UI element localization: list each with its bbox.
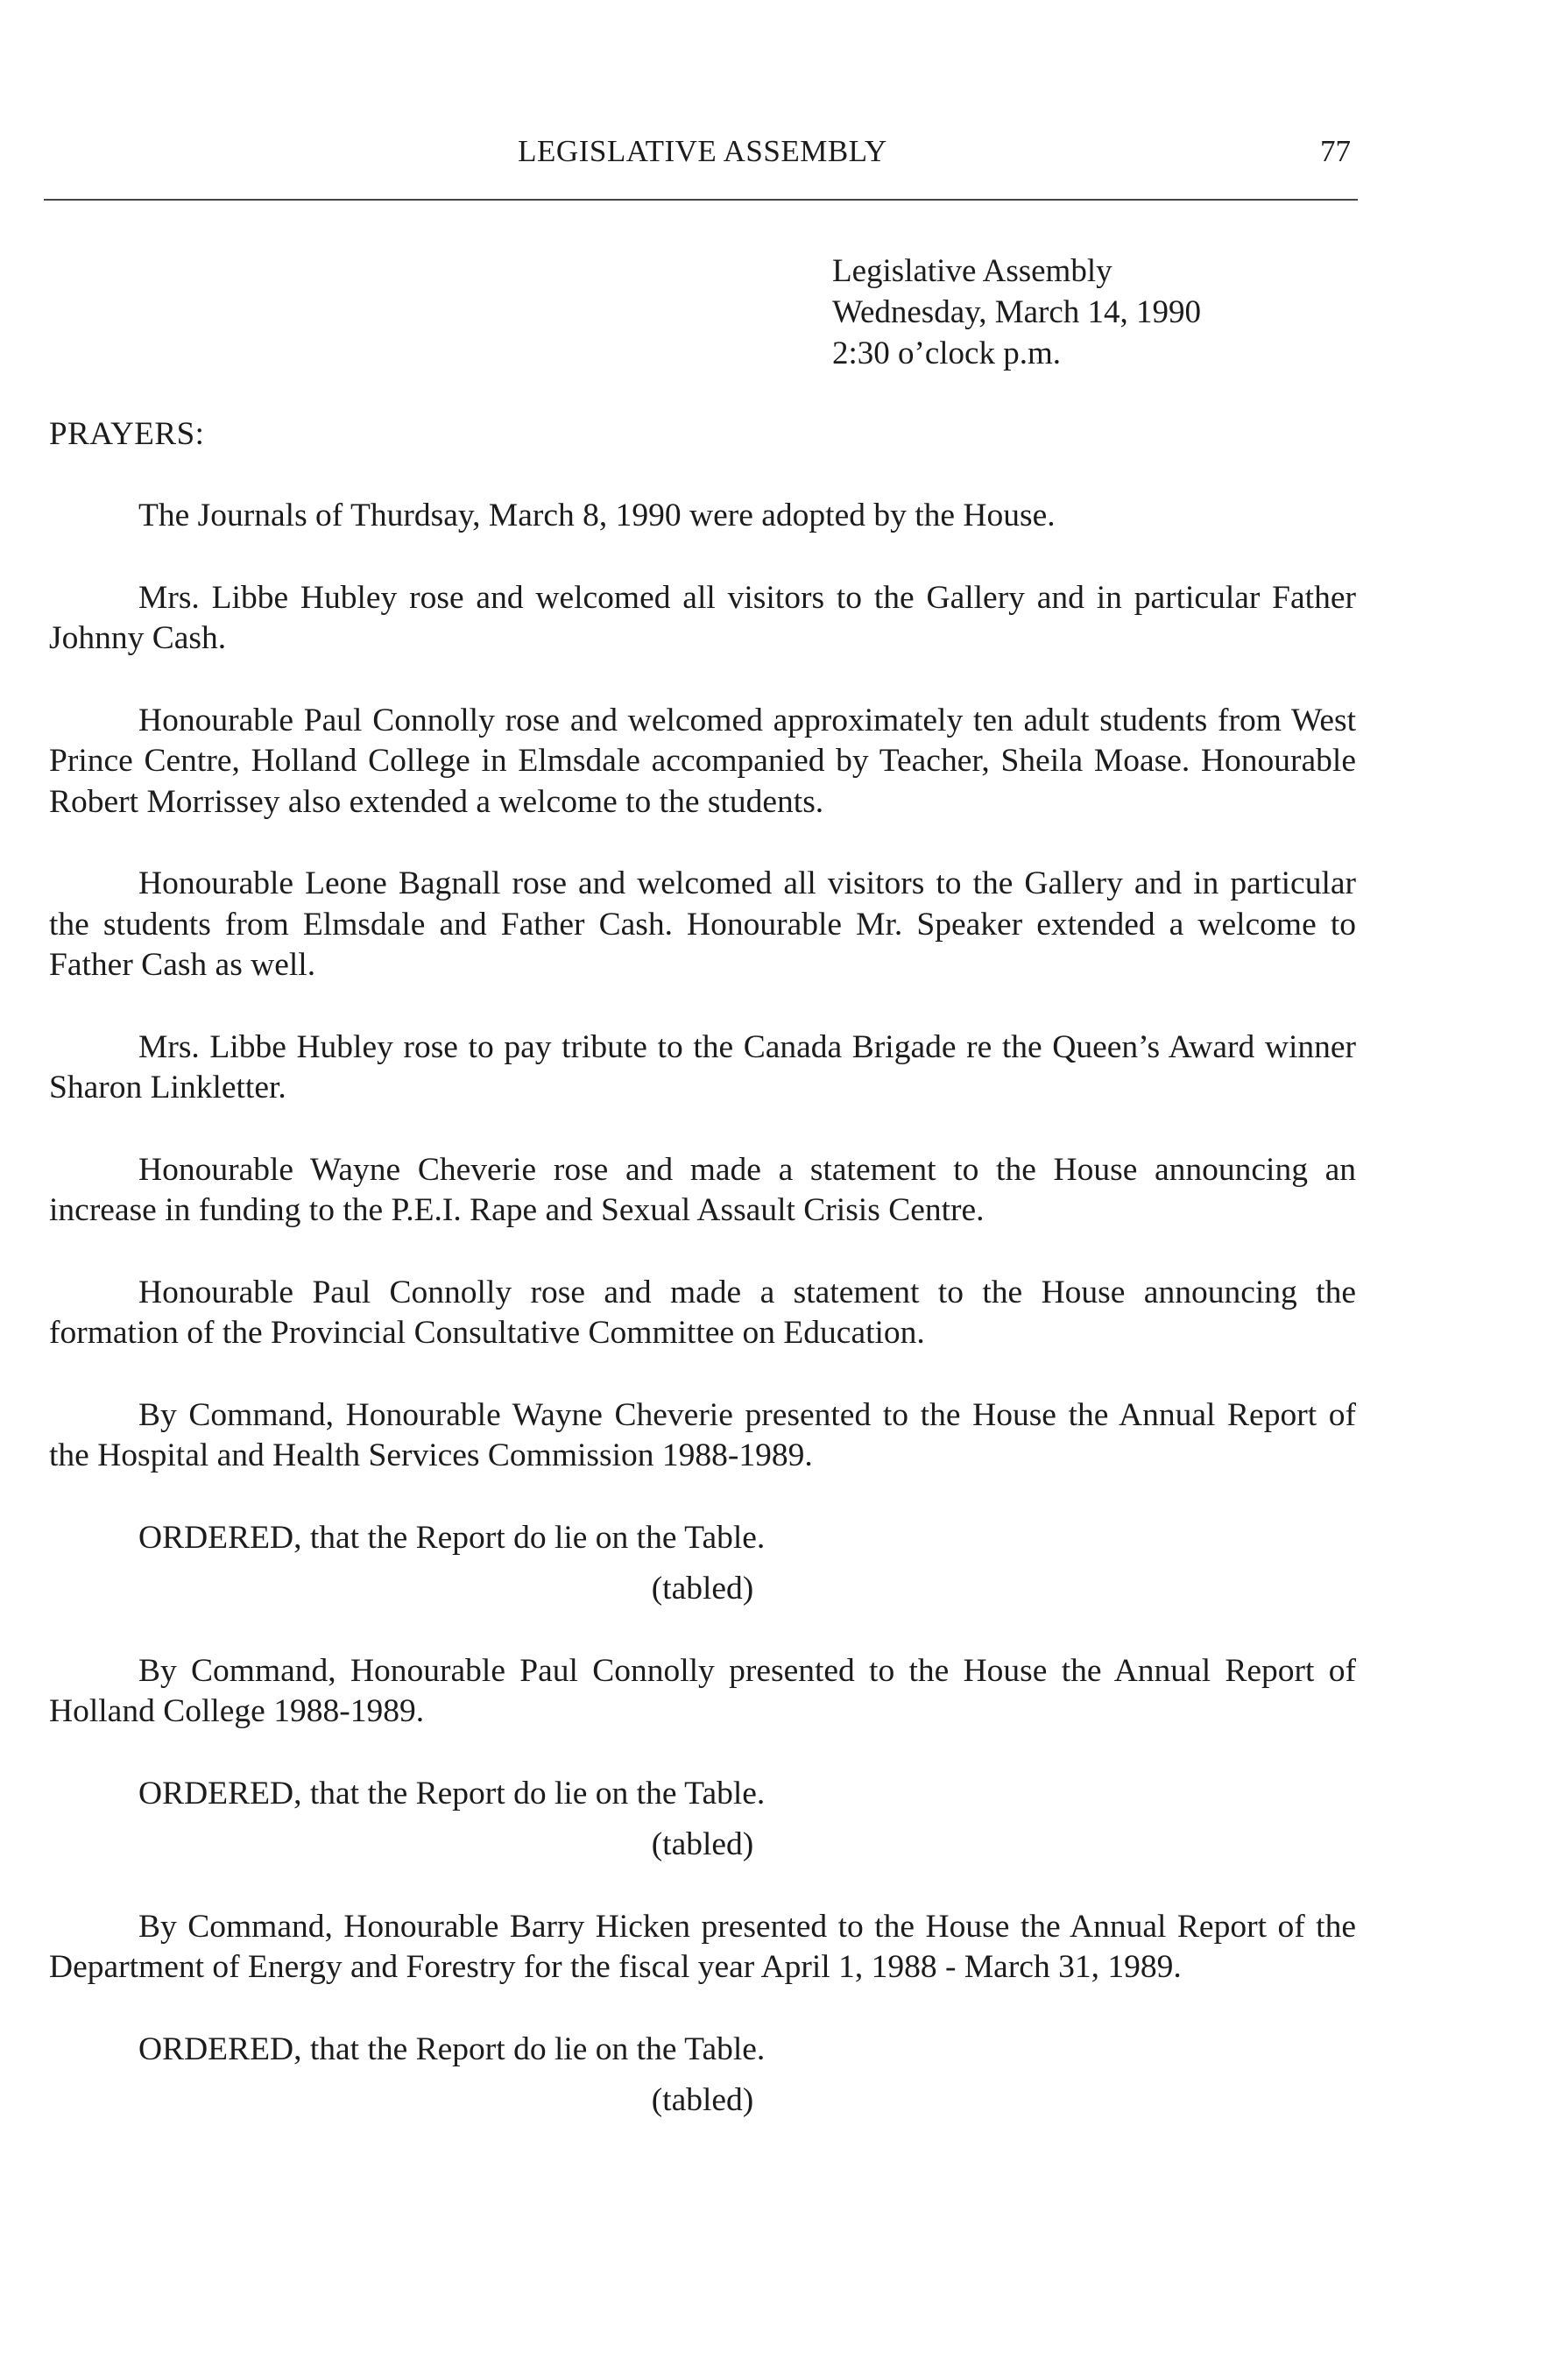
paragraph-journals-adopted: The Journals of Thurdsay, March 8, 1990 were adopted by the House. [138,498,1056,533]
dateline [832,251,1201,374]
journal-body [49,496,1356,2163]
running-header [49,130,1356,173]
paragraph-connolly-statement: Honourable Paul Connolly rose and made a statement to the House announcing the formation of the Provincial Consultative Committee on Education. [49,1274,1356,1351]
paragraph-connolly-report: By Command, Honourable Paul Connolly presented to the House the Annual Report of Holland College 1988-1989. [49,1652,1356,1729]
dateline-assembly: Legislative Assembly [832,253,1112,289]
tabled-note: (tabled) [651,1571,754,1607]
paragraph-hicken-report: By Command, Honourable Barry Hicken presented to the House the Annual Report of the Department of Energy and Forestry for the fiscal year April 1, 1988 - March 31, 1989. [49,1908,1356,1985]
paragraph-hubley-welcome: Mrs. Libbe Hubley rose and welcomed all visitors to the Gallery and in particular Father Johnny Cash. [49,579,1356,656]
tabled-note: (tabled) [651,2082,754,2118]
prayers-heading: PRAYERS: [49,416,205,452]
paragraph-cheverie-report: By Command, Honourable Wayne Cheverie presented to the House the Annual Report of the Hospital and Health Services Commission 1988-1989. [49,1396,1356,1473]
dateline-date: Wednesday, March 14, 1990 [832,294,1202,330]
tabled-note: (tabled) [651,1826,754,1862]
paragraph-cheverie-statement: Honourable Wayne Cheverie rose and made a statement to the House announcing an increase in funding to the P.E.I. Rape and Sexual Assault Crisis Centre. [49,1151,1356,1228]
paragraph-ordered: ORDERED, that the Report do lie on the Table. [138,1519,766,1556]
header-title: LEGISLATIVE ASSEMBLY [518,134,887,168]
paragraph-ordered: ORDERED, that the Report do lie on the Table. [138,1775,766,1811]
paragraph-hubley-tribute: Mrs. Libbe Hubley rose to pay tribute to the Canada Brigade re the Queen’s Award winner Sharon Linkletter. [49,1028,1356,1105]
header-rule [44,199,1358,201]
paragraph-connolly-welcome: Honourable Paul Connolly rose and welcomed approximately ten adult students from West Prince Centre, Holland College in Elmsdale accompanied by Teacher, Sheila Moase. Honourable Robert Morrissey also extended a welcome to the students. [49,702,1356,820]
paragraph-bagnall-welcome: Honourable Leone Bagnall rose and welcomed all visitors to the Gallery and in particular the students from Elmsdale and Father Cash. Honourable Mr. Speaker extended a welcome to Father Cash as well. [49,865,1356,983]
page-number: 77 [1320,134,1351,168]
paragraph-ordered: ORDERED, that the Report do lie on the Table. [138,2030,766,2067]
dateline-time: 2:30 o’clock p.m. [832,335,1062,371]
